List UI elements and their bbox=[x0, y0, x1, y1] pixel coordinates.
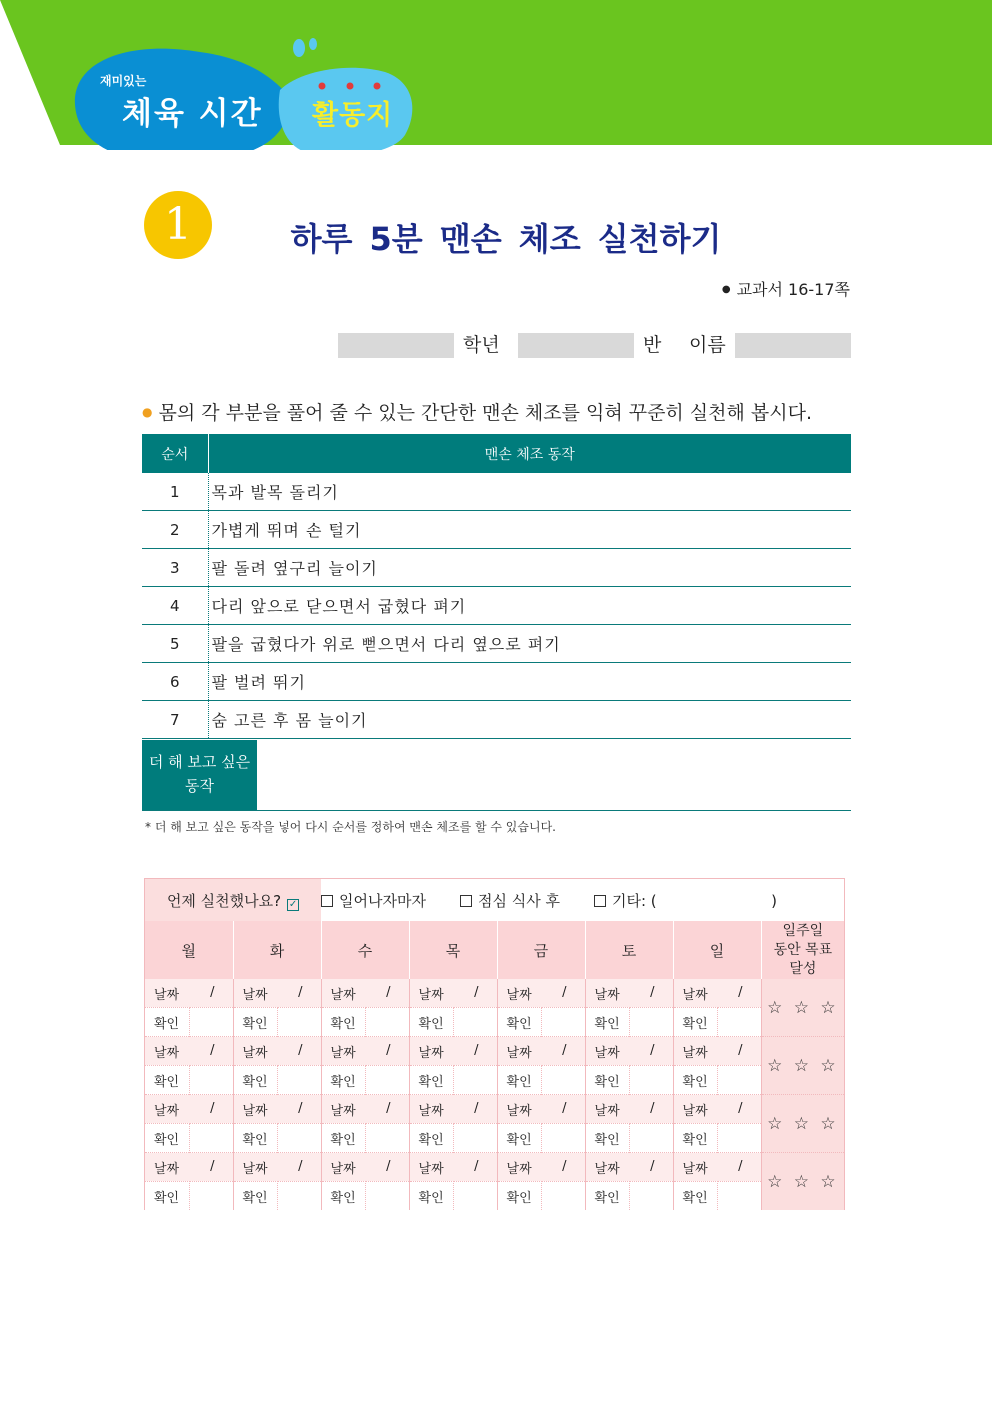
date-slash: / bbox=[562, 1159, 567, 1174]
date-slash: / bbox=[386, 1101, 391, 1116]
confirm-label: 확인 bbox=[154, 1016, 180, 1032]
date-label: 날짜 bbox=[154, 987, 180, 1003]
goal-stars[interactable]: ☆ ☆ ☆ bbox=[761, 1153, 844, 1211]
row-number: 1 bbox=[142, 473, 208, 511]
row-number: 6 bbox=[142, 663, 208, 701]
date-slash: / bbox=[210, 1159, 215, 1174]
day-header: 화 bbox=[233, 921, 321, 979]
date-cell[interactable] bbox=[585, 1037, 673, 1066]
date-slash: / bbox=[210, 1101, 215, 1116]
class-input[interactable] bbox=[518, 333, 634, 358]
checkbox-icon[interactable] bbox=[321, 895, 333, 907]
confirm-label-cell bbox=[585, 1066, 629, 1095]
date-cell[interactable] bbox=[233, 979, 321, 1008]
date-label: 날짜 bbox=[594, 1103, 620, 1119]
option-label: 일어나자마자 bbox=[339, 891, 426, 910]
checkbox-icon[interactable] bbox=[460, 895, 472, 907]
date-label: 날짜 bbox=[154, 1045, 180, 1061]
brand-title: 체육 시간 bbox=[122, 96, 263, 132]
date-label: 날짜 bbox=[418, 1103, 444, 1119]
confirm-label-cell bbox=[585, 1182, 629, 1211]
confirm-label-cell bbox=[585, 1124, 629, 1153]
confirm-input[interactable] bbox=[365, 1182, 409, 1211]
confirm-label-cell bbox=[497, 1008, 541, 1037]
table-row bbox=[142, 587, 851, 625]
table-row bbox=[142, 473, 851, 511]
date-label: 날짜 bbox=[242, 1045, 268, 1061]
date-cell[interactable] bbox=[409, 1153, 497, 1182]
day-header: 월 bbox=[145, 921, 233, 979]
confirm-input[interactable] bbox=[365, 1066, 409, 1095]
date-cell[interactable] bbox=[585, 1153, 673, 1182]
practice-log bbox=[144, 878, 845, 1210]
textbook-reference bbox=[722, 277, 850, 300]
row-number: 3 bbox=[142, 549, 208, 587]
confirm-label-cell bbox=[497, 1182, 541, 1211]
date-label: 날짜 bbox=[330, 1103, 356, 1119]
confirm-input[interactable] bbox=[453, 1182, 497, 1211]
confirm-label-cell bbox=[233, 1124, 277, 1153]
date-slash: / bbox=[474, 1101, 479, 1116]
confirm-label: 확인 bbox=[594, 1016, 620, 1032]
goal-header-line: 일주일 bbox=[782, 922, 824, 939]
date-cell[interactable] bbox=[145, 1037, 233, 1066]
date-label: 날짜 bbox=[154, 1103, 180, 1119]
goal-header bbox=[761, 921, 844, 979]
timing-options bbox=[321, 879, 844, 921]
confirm-input[interactable] bbox=[629, 1008, 673, 1037]
option-label: 기타: ( ) bbox=[612, 891, 777, 910]
option-after-lunch[interactable] bbox=[460, 890, 560, 911]
row-action: 숨 고른 후 몸 늘이기 bbox=[208, 701, 851, 739]
date-label: 날짜 bbox=[506, 1103, 532, 1119]
confirm-label-cell bbox=[233, 1066, 277, 1095]
date-slash: / bbox=[474, 1159, 479, 1174]
date-slash: / bbox=[738, 1101, 743, 1116]
date-cell[interactable] bbox=[321, 1037, 409, 1066]
confirm-input[interactable] bbox=[189, 1066, 233, 1095]
date-slash: / bbox=[562, 1043, 567, 1058]
date-slash: / bbox=[386, 1043, 391, 1058]
date-cell[interactable] bbox=[673, 1153, 761, 1182]
row-action: 팔 벌려 뛰기 bbox=[208, 663, 851, 701]
confirm-input[interactable] bbox=[453, 1008, 497, 1037]
extra-exercise-row bbox=[142, 740, 851, 811]
confirm-label-cell bbox=[145, 1182, 189, 1211]
row-action: 목과 발목 돌리기 bbox=[208, 473, 851, 511]
lesson-number-badge: 1 bbox=[144, 191, 212, 259]
option-label: 점심 식사 후 bbox=[478, 891, 560, 910]
confirm-input[interactable] bbox=[365, 1124, 409, 1153]
day-header: 금 bbox=[497, 921, 585, 979]
date-label: 날짜 bbox=[682, 1045, 708, 1061]
date-slash: / bbox=[298, 1043, 303, 1058]
date-label: 날짜 bbox=[418, 1161, 444, 1177]
confirm-label: 확인 bbox=[682, 1016, 708, 1032]
confirm-label-cell bbox=[321, 1124, 365, 1153]
textbook-reference-text: 교과서 16-17쪽 bbox=[736, 280, 850, 299]
brand-activity: 활동지 bbox=[312, 100, 394, 131]
grade-label: 학년 bbox=[463, 334, 500, 356]
confirm-label-cell bbox=[321, 1182, 365, 1211]
checkbox-checked-icon: ✓ bbox=[288, 898, 298, 910]
date-slash: / bbox=[386, 1159, 391, 1174]
confirm-label: 확인 bbox=[418, 1190, 444, 1206]
confirm-input[interactable] bbox=[277, 1066, 321, 1095]
confirm-input[interactable] bbox=[453, 1124, 497, 1153]
day-header: 수 bbox=[321, 921, 409, 979]
row-action: 다리 앞으로 닫으면서 굽혔다 펴기 bbox=[208, 587, 851, 625]
confirm-label: 확인 bbox=[242, 1190, 268, 1206]
confirm-input[interactable] bbox=[541, 1066, 585, 1095]
bullet-icon: ● bbox=[142, 405, 153, 419]
confirm-input[interactable] bbox=[189, 1008, 233, 1037]
confirm-input[interactable] bbox=[629, 1182, 673, 1211]
confirm-label-cell bbox=[145, 1008, 189, 1037]
date-cell[interactable] bbox=[321, 1153, 409, 1182]
grade-input[interactable] bbox=[338, 333, 454, 358]
date-cell[interactable] bbox=[673, 979, 761, 1008]
date-cell[interactable] bbox=[233, 1095, 321, 1124]
confirm-input[interactable] bbox=[717, 1008, 761, 1037]
date-cell[interactable] bbox=[321, 1095, 409, 1124]
goal-stars[interactable]: ☆ ☆ ☆ bbox=[761, 1095, 844, 1153]
confirm-label: 확인 bbox=[330, 1190, 356, 1206]
table-row bbox=[142, 701, 851, 739]
confirm-input[interactable] bbox=[541, 1182, 585, 1211]
date-slash: / bbox=[298, 985, 303, 1000]
confirm-input[interactable] bbox=[541, 1008, 585, 1037]
confirm-input[interactable] bbox=[717, 1124, 761, 1153]
confirm-input[interactable] bbox=[189, 1182, 233, 1211]
confirm-label: 확인 bbox=[418, 1074, 444, 1090]
date-label: 날짜 bbox=[506, 1045, 532, 1061]
confirm-label-cell bbox=[497, 1066, 541, 1095]
date-slash: / bbox=[298, 1159, 303, 1174]
confirm-label: 확인 bbox=[154, 1190, 180, 1206]
row-action: 팔 돌려 옆구리 늘이기 bbox=[208, 549, 851, 587]
table-row bbox=[142, 663, 851, 701]
date-cell[interactable] bbox=[409, 1095, 497, 1124]
confirm-label: 확인 bbox=[506, 1190, 532, 1206]
date-cell[interactable] bbox=[585, 1095, 673, 1124]
goal-stars[interactable]: ☆ ☆ ☆ bbox=[761, 1037, 844, 1095]
date-cell[interactable] bbox=[497, 1095, 585, 1124]
column-header-order: 순서 bbox=[142, 434, 208, 473]
date-cell[interactable] bbox=[673, 1095, 761, 1124]
date-label: 날짜 bbox=[242, 1103, 268, 1119]
checkbox-icon[interactable] bbox=[594, 895, 606, 907]
page-title: 하루 5분 맨손 체조 실천하기 bbox=[290, 220, 722, 258]
instruction-text: 몸의 각 부분을 풀어 줄 수 있는 간단한 맨손 체조를 익혀 꾸준히 실천해 봅시다. bbox=[158, 402, 813, 424]
confirm-input[interactable] bbox=[541, 1124, 585, 1153]
confirm-label-cell bbox=[233, 1008, 277, 1037]
goal-header-line: 동안 목표 bbox=[773, 941, 833, 958]
confirm-input[interactable] bbox=[717, 1066, 761, 1095]
name-label: 이름 bbox=[689, 334, 726, 356]
confirm-label-cell bbox=[673, 1182, 717, 1211]
date-label: 날짜 bbox=[594, 1045, 620, 1061]
table-row bbox=[142, 549, 851, 587]
confirm-label-cell bbox=[409, 1008, 453, 1037]
confirm-label: 확인 bbox=[506, 1074, 532, 1090]
day-header: 일 bbox=[673, 921, 761, 979]
confirm-label: 확인 bbox=[682, 1074, 708, 1090]
confirm-label: 확인 bbox=[330, 1074, 356, 1090]
date-cell[interactable] bbox=[409, 1037, 497, 1066]
confirm-input[interactable] bbox=[277, 1182, 321, 1211]
confirm-label: 확인 bbox=[418, 1016, 444, 1032]
confirm-label: 확인 bbox=[682, 1132, 708, 1148]
date-slash: / bbox=[650, 1159, 655, 1174]
date-cell[interactable] bbox=[585, 979, 673, 1008]
date-label: 날짜 bbox=[594, 987, 620, 1003]
goal-header-line: 달성 bbox=[789, 960, 817, 977]
date-slash: / bbox=[650, 1043, 655, 1058]
confirm-label: 확인 bbox=[506, 1016, 532, 1032]
confirm-input[interactable] bbox=[277, 1008, 321, 1037]
confirm-label: 확인 bbox=[330, 1132, 356, 1148]
confirm-label-cell bbox=[409, 1124, 453, 1153]
date-label: 날짜 bbox=[682, 1161, 708, 1177]
date-slash: / bbox=[738, 1043, 743, 1058]
confirm-label: 확인 bbox=[506, 1132, 532, 1148]
date-label: 날짜 bbox=[594, 1161, 620, 1177]
confirm-label: 확인 bbox=[154, 1074, 180, 1090]
date-label: 날짜 bbox=[682, 1103, 708, 1119]
date-slash: / bbox=[562, 985, 567, 1000]
class-label: 반 bbox=[643, 334, 662, 356]
date-slash: / bbox=[386, 985, 391, 1000]
confirm-label: 확인 bbox=[682, 1190, 708, 1206]
date-slash: / bbox=[474, 1043, 479, 1058]
confirm-input[interactable] bbox=[717, 1182, 761, 1211]
date-cell[interactable] bbox=[497, 1037, 585, 1066]
date-slash: / bbox=[650, 985, 655, 1000]
date-slash: / bbox=[562, 1101, 567, 1116]
date-label: 날짜 bbox=[330, 1161, 356, 1177]
brand-subtitle: 재미있는 bbox=[100, 74, 147, 88]
date-cell[interactable] bbox=[497, 979, 585, 1008]
date-slash: / bbox=[474, 985, 479, 1000]
confirm-label-cell bbox=[145, 1124, 189, 1153]
confirm-input[interactable] bbox=[365, 1008, 409, 1037]
date-cell[interactable] bbox=[409, 979, 497, 1008]
confirm-input[interactable] bbox=[629, 1066, 673, 1095]
date-slash: / bbox=[738, 1159, 743, 1174]
date-cell[interactable] bbox=[145, 1095, 233, 1124]
date-label: 날짜 bbox=[418, 1045, 444, 1061]
confirm-label-cell bbox=[409, 1182, 453, 1211]
date-label: 날짜 bbox=[330, 1045, 356, 1061]
date-slash: / bbox=[210, 985, 215, 1000]
confirm-label-cell bbox=[673, 1124, 717, 1153]
name-input[interactable] bbox=[735, 333, 851, 358]
exercise-table bbox=[142, 434, 851, 739]
confirm-input[interactable] bbox=[277, 1124, 321, 1153]
date-slash: / bbox=[650, 1101, 655, 1116]
date-slash: / bbox=[738, 985, 743, 1000]
row-number: 7 bbox=[142, 701, 208, 739]
confirm-label-cell bbox=[233, 1182, 277, 1211]
confirm-label-cell bbox=[409, 1066, 453, 1095]
confirm-input[interactable] bbox=[453, 1066, 497, 1095]
day-header: 토 bbox=[585, 921, 673, 979]
extra-exercise-label-line1: 더 해 보고 싶은 bbox=[148, 753, 251, 771]
header-banner bbox=[0, 0, 992, 150]
table-row bbox=[142, 625, 851, 663]
option-wake-up[interactable] bbox=[321, 890, 426, 911]
confirm-label: 확인 bbox=[418, 1132, 444, 1148]
confirm-label: 확인 bbox=[242, 1016, 268, 1032]
option-other[interactable] bbox=[594, 890, 777, 911]
row-number: 2 bbox=[142, 511, 208, 549]
confirm-label: 확인 bbox=[330, 1016, 356, 1032]
row-action: 팔을 굽혔다가 위로 뻗으면서 다리 옆으로 펴기 bbox=[208, 625, 851, 663]
row-action: 가볍게 뛰며 손 털기 bbox=[208, 511, 851, 549]
date-label: 날짜 bbox=[506, 987, 532, 1003]
bullet-icon: ● bbox=[721, 284, 731, 295]
confirm-label-cell bbox=[321, 1066, 365, 1095]
date-label: 날짜 bbox=[154, 1161, 180, 1177]
date-label: 날짜 bbox=[418, 987, 444, 1003]
date-cell[interactable] bbox=[497, 1153, 585, 1182]
column-header-action: 맨손 체조 동작 bbox=[208, 434, 851, 473]
confirm-label: 확인 bbox=[594, 1132, 620, 1148]
confirm-label-cell bbox=[145, 1066, 189, 1095]
confirm-input[interactable] bbox=[629, 1124, 673, 1153]
date-cell[interactable] bbox=[145, 979, 233, 1008]
table-row bbox=[142, 511, 851, 549]
goal-stars[interactable]: ☆ ☆ ☆ bbox=[761, 979, 844, 1037]
day-header: 목 bbox=[409, 921, 497, 979]
date-cell[interactable] bbox=[673, 1037, 761, 1066]
footnote: * 더 해 보고 싶은 동작을 넣어 다시 순서를 정하여 맨손 체조를 할 수 있습니다. bbox=[145, 820, 556, 834]
row-number: 5 bbox=[142, 625, 208, 663]
confirm-input[interactable] bbox=[189, 1124, 233, 1153]
when-label-cell bbox=[145, 879, 321, 921]
date-label: 날짜 bbox=[242, 987, 268, 1003]
date-label: 날짜 bbox=[506, 1161, 532, 1177]
confirm-label-cell bbox=[585, 1008, 629, 1037]
date-label: 날짜 bbox=[330, 987, 356, 1003]
instruction bbox=[142, 398, 812, 425]
date-slash: / bbox=[298, 1101, 303, 1116]
confirm-label-cell bbox=[673, 1008, 717, 1037]
date-label: 날짜 bbox=[682, 987, 708, 1003]
when-label: 언제 실천했나요? bbox=[166, 891, 282, 910]
date-cell[interactable] bbox=[233, 1153, 321, 1182]
confirm-label: 확인 bbox=[594, 1190, 620, 1206]
extra-exercise-label-line2: 동작 bbox=[185, 777, 214, 795]
confirm-label: 확인 bbox=[242, 1074, 268, 1090]
date-cell[interactable] bbox=[233, 1037, 321, 1066]
extra-exercise-label bbox=[142, 740, 257, 810]
date-cell[interactable] bbox=[145, 1153, 233, 1182]
confirm-label: 확인 bbox=[594, 1074, 620, 1090]
confirm-label-cell bbox=[673, 1066, 717, 1095]
extra-exercise-input[interactable] bbox=[257, 740, 851, 810]
date-slash: / bbox=[210, 1043, 215, 1058]
date-cell[interactable] bbox=[321, 979, 409, 1008]
confirm-label: 확인 bbox=[242, 1132, 268, 1148]
confirm-label-cell bbox=[321, 1008, 365, 1037]
confirm-label-cell bbox=[497, 1124, 541, 1153]
confirm-label: 확인 bbox=[154, 1132, 180, 1148]
row-number: 4 bbox=[142, 587, 208, 625]
date-label: 날짜 bbox=[242, 1161, 268, 1177]
